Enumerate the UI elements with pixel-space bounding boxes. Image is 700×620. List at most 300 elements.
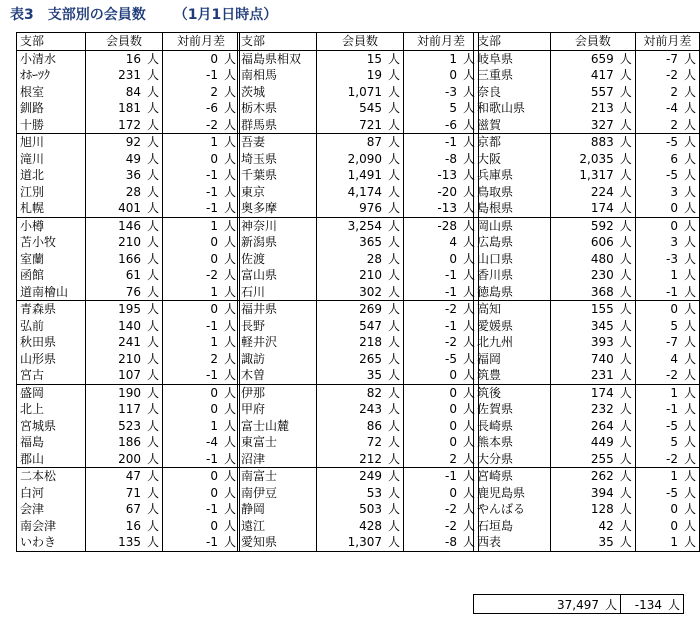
month-diff: 0 人 [163,301,240,318]
month-diff: -5 人 [635,485,699,502]
table-row [17,534,240,551]
month-diff: -1 人 [163,200,240,217]
title-main: 表3 支部別の会員数 [10,7,146,23]
month-diff: 5 人 [404,100,479,117]
month-diff: 0 人 [404,384,479,401]
month-diff: 2 人 [404,451,479,468]
month-diff: -5 人 [404,351,479,368]
table-row [474,217,700,234]
table-row [474,200,700,217]
month-diff: 0 人 [163,468,240,485]
branch-name: 長崎県 [474,418,551,435]
member-count: 417 人 [551,67,636,84]
member-count: 1,071 人 [317,84,404,101]
month-diff: -28 人 [404,217,479,234]
table-row [474,67,700,84]
month-diff: -2 人 [635,451,699,468]
member-count: 547 人 [317,318,404,335]
member-count: 117 人 [86,401,163,418]
month-diff: -1 人 [163,451,240,468]
header-diff: 対前月差 [635,33,699,51]
month-diff: -4 人 [163,434,240,451]
month-diff: 0 人 [635,518,699,535]
member-count: 210 人 [86,234,163,251]
table-row [474,418,700,435]
member-count: 210 人 [317,267,404,284]
branch-name: 奈良 [474,84,551,101]
table-row [238,117,479,134]
title-date: （1月1日時点） [173,7,278,23]
month-diff: -1 人 [163,167,240,184]
month-diff: 0 人 [404,367,479,384]
member-count: 1,317 人 [551,167,636,184]
branch-name: 南伊豆 [238,485,317,502]
branch-name: 愛媛県 [474,318,551,335]
table-row [474,334,700,351]
table-row [238,184,479,201]
header-branch: 支部 [17,33,86,51]
member-count: 67 人 [86,501,163,518]
table-row [17,267,240,284]
table-row [238,468,479,485]
branch-name: 鹿児島県 [474,485,551,502]
branch-name: 茨城 [238,84,317,101]
table-row [474,117,700,134]
branch-table-1 [16,32,240,552]
month-diff: -7 人 [635,50,699,67]
member-count: 606 人 [551,234,636,251]
month-diff: -5 人 [635,167,699,184]
branch-name: 石垣島 [474,518,551,535]
table-row [17,334,240,351]
member-count: 545 人 [317,100,404,117]
branch-name: 会津 [17,501,86,518]
member-count: 394 人 [551,485,636,502]
table-row [17,384,240,401]
table-row [17,200,240,217]
table-row [474,367,700,384]
member-count: 72 人 [317,434,404,451]
branch-name: 福島 [17,434,86,451]
table-row [474,518,700,535]
member-count: 61 人 [86,267,163,284]
month-diff: -4 人 [635,100,699,117]
branch-table-3 [473,32,700,552]
branch-name: 東富士 [238,434,317,451]
branch-name: 札幌 [17,200,86,217]
month-diff: 0 人 [163,401,240,418]
table-row [17,318,240,335]
table-row [238,401,479,418]
table-row [17,134,240,151]
member-count: 82 人 [317,384,404,401]
member-count: 212 人 [317,451,404,468]
table-row [238,451,479,468]
member-count: 42 人 [551,518,636,535]
month-diff: 1 人 [163,217,240,234]
month-diff: 0 人 [635,501,699,518]
month-diff: -5 人 [635,134,699,151]
branch-name: 道南檜山 [17,284,86,301]
month-diff: -5 人 [635,418,699,435]
month-diff: 3 人 [635,184,699,201]
month-diff: 1 人 [635,384,699,401]
branch-name: 南富士 [238,468,317,485]
member-count: 190 人 [86,384,163,401]
member-count: 243 人 [317,401,404,418]
branch-name: 岐阜県 [474,50,551,67]
member-count: 28 人 [317,251,404,268]
branch-name: 群馬県 [238,117,317,134]
month-diff: -1 人 [163,318,240,335]
member-count: 186 人 [86,434,163,451]
branch-name: 佐渡 [238,251,317,268]
branch-name: 京都 [474,134,551,151]
branch-name: 函館 [17,267,86,284]
member-count: 230 人 [551,267,636,284]
member-count: 2,090 人 [317,151,404,168]
table-row [474,100,700,117]
table-row [474,151,700,168]
month-diff: 0 人 [163,518,240,535]
branch-name: 盛岡 [17,384,86,401]
table-row [474,167,700,184]
table-row [238,84,479,101]
table-row [17,301,240,318]
month-diff: -1 人 [163,67,240,84]
month-diff: -2 人 [635,367,699,384]
member-count: 16 人 [86,518,163,535]
branch-name: 伊那 [238,384,317,401]
branch-name: 郡山 [17,451,86,468]
month-diff: 2 人 [635,84,699,101]
total-row [473,594,684,614]
month-diff: 5 人 [635,318,699,335]
branch-name: 甲府 [238,401,317,418]
month-diff: -2 人 [404,518,479,535]
member-count: 523 人 [86,418,163,435]
branch-name: 宮古 [17,367,86,384]
table-row [238,234,479,251]
month-diff: 3 人 [635,234,699,251]
month-diff: 0 人 [163,151,240,168]
branch-name: 神奈川 [238,217,317,234]
member-count: 4,174 人 [317,184,404,201]
member-count: 249 人 [317,468,404,485]
table-row [17,184,240,201]
branch-name: 東京 [238,184,317,201]
branch-name: 千葉県 [238,167,317,184]
member-count: 128 人 [551,501,636,518]
table-row [238,318,479,335]
member-count: 84 人 [86,84,163,101]
table-row [474,251,700,268]
table-row [17,418,240,435]
month-diff: -1 人 [404,134,479,151]
table-row [474,318,700,335]
branch-name: 西表 [474,534,551,551]
month-diff: -13 人 [404,200,479,217]
branch-name: 宮崎県 [474,468,551,485]
table-row [17,117,240,134]
table-row [238,351,479,368]
table-row [238,151,479,168]
month-diff: 0 人 [163,485,240,502]
member-count: 557 人 [551,84,636,101]
branch-name: 南会津 [17,518,86,535]
total-members: 37,497 人 [474,595,621,614]
branch-name: 室蘭 [17,251,86,268]
branch-name: 富士山麓 [238,418,317,435]
branch-name: 埼玉県 [238,151,317,168]
branch-name: 根室 [17,84,86,101]
member-count: 2,035 人 [551,151,636,168]
member-count: 345 人 [551,318,636,335]
table-row [17,234,240,251]
table-row [238,67,479,84]
member-count: 35 人 [551,534,636,551]
member-count: 480 人 [551,251,636,268]
month-diff: -2 人 [404,301,479,318]
branch-name: 広島県 [474,234,551,251]
branch-name: やんばる [474,501,551,518]
month-diff: 1 人 [635,267,699,284]
table-row [17,468,240,485]
table-row [238,501,479,518]
member-count: 135 人 [86,534,163,551]
branch-name: 新潟県 [238,234,317,251]
branch-name: 白河 [17,485,86,502]
table-row [17,217,240,234]
branch-name: 秋田県 [17,334,86,351]
month-diff: -1 人 [163,534,240,551]
table-row [474,501,700,518]
month-diff: -2 人 [635,67,699,84]
member-count: 174 人 [551,384,636,401]
branch-name: 福井県 [238,301,317,318]
month-diff: 0 人 [404,485,479,502]
table-row [238,418,479,435]
member-count: 1,307 人 [317,534,404,551]
branch-name: 吾妻 [238,134,317,151]
table-row [17,518,240,535]
table-row [474,267,700,284]
table-row [474,184,700,201]
month-diff: -1 人 [404,468,479,485]
month-diff: 0 人 [404,67,479,84]
header-branch: 支部 [238,33,317,51]
month-diff: -1 人 [163,184,240,201]
branch-name: 北九州 [474,334,551,351]
branch-name: 筑豊 [474,367,551,384]
branch-name: 滋賀 [474,117,551,134]
member-count: 255 人 [551,451,636,468]
member-count: 86 人 [317,418,404,435]
branch-name: 諏訪 [238,351,317,368]
branch-name: 青森県 [17,301,86,318]
member-count: 210 人 [86,351,163,368]
branch-name: 大分県 [474,451,551,468]
member-count: 195 人 [86,301,163,318]
table-row [17,84,240,101]
member-count: 47 人 [86,468,163,485]
member-count: 365 人 [317,234,404,251]
month-diff: 4 人 [404,234,479,251]
month-diff: -1 人 [404,318,479,335]
member-count: 264 人 [551,418,636,435]
member-count: 28 人 [86,184,163,201]
month-diff: 1 人 [404,50,479,67]
header-members: 会員数 [551,33,636,51]
table-row [238,284,479,301]
table-row [474,134,700,151]
month-diff: -1 人 [404,284,479,301]
member-count: 740 人 [551,351,636,368]
branch-name: 島根県 [474,200,551,217]
table-row [238,334,479,351]
member-count: 174 人 [551,200,636,217]
month-diff: 0 人 [404,418,479,435]
member-count: 87 人 [317,134,404,151]
month-diff: 6 人 [635,151,699,168]
table-row [238,251,479,268]
branch-name: 佐賀県 [474,401,551,418]
member-count: 327 人 [551,117,636,134]
header-diff: 対前月差 [404,33,479,51]
month-diff: 1 人 [635,534,699,551]
table-title [10,4,305,24]
member-count: 16 人 [86,50,163,67]
branch-name: 高知 [474,301,551,318]
member-count: 883 人 [551,134,636,151]
table-row [238,384,479,401]
month-diff: -2 人 [163,267,240,284]
month-diff: 1 人 [163,334,240,351]
table-row [238,217,479,234]
member-count: 146 人 [86,217,163,234]
month-diff: 0 人 [404,434,479,451]
month-diff: 2 人 [163,351,240,368]
branch-name: 徳島県 [474,284,551,301]
table-row [238,518,479,535]
member-count: 3,254 人 [317,217,404,234]
member-count: 181 人 [86,100,163,117]
month-diff: -8 人 [404,151,479,168]
member-count: 428 人 [317,518,404,535]
month-diff: -13 人 [404,167,479,184]
month-diff: -1 人 [635,401,699,418]
branch-name: 遠江 [238,518,317,535]
table-row [17,451,240,468]
member-count: 92 人 [86,134,163,151]
branch-name: 静岡 [238,501,317,518]
member-count: 449 人 [551,434,636,451]
month-diff: 0 人 [163,50,240,67]
branch-name: 道北 [17,167,86,184]
member-count: 231 人 [551,367,636,384]
branch-name: 苫小牧 [17,234,86,251]
member-count: 224 人 [551,184,636,201]
table-row [17,501,240,518]
member-count: 71 人 [86,485,163,502]
branch-name: 大阪 [474,151,551,168]
member-count: 269 人 [317,301,404,318]
member-count: 503 人 [317,501,404,518]
total-diff: -134 人 [621,595,684,614]
branch-name: 岡山県 [474,217,551,234]
table-row [17,351,240,368]
member-count: 976 人 [317,200,404,217]
month-diff: -2 人 [404,501,479,518]
table-row [474,384,700,401]
branch-name: 小樽 [17,217,86,234]
month-diff: -1 人 [404,267,479,284]
table-row [238,301,479,318]
member-count: 172 人 [86,117,163,134]
table-row [474,50,700,67]
branch-name: 熊本県 [474,434,551,451]
table-row [238,534,479,551]
month-diff: -20 人 [404,184,479,201]
month-diff: 0 人 [163,234,240,251]
branch-name: 栃木県 [238,100,317,117]
month-diff: -1 人 [635,284,699,301]
member-count: 1,491 人 [317,167,404,184]
member-count: 241 人 [86,334,163,351]
branch-name: 軽井沢 [238,334,317,351]
member-count: 107 人 [86,367,163,384]
member-count: 166 人 [86,251,163,268]
branch-name: 香川県 [474,267,551,284]
month-diff: -6 人 [163,100,240,117]
branch-name: いわき [17,534,86,551]
month-diff: -1 人 [163,501,240,518]
table-row [474,234,700,251]
branch-name: 木曽 [238,367,317,384]
table-row [17,367,240,384]
branch-name: 福岡 [474,351,551,368]
member-count: 659 人 [551,50,636,67]
table-row [474,434,700,451]
month-diff: 1 人 [163,134,240,151]
table-row [17,284,240,301]
month-diff: -2 人 [163,117,240,134]
month-diff: 1 人 [163,418,240,435]
table-row [474,401,700,418]
header-members: 会員数 [86,33,163,51]
month-diff: 4 人 [635,351,699,368]
header-diff: 対前月差 [163,33,240,51]
table-row [238,50,479,67]
branch-name: 弘前 [17,318,86,335]
table-row [238,200,479,217]
member-count: 302 人 [317,284,404,301]
month-diff: 0 人 [404,401,479,418]
header-row [474,33,700,51]
table-row [474,84,700,101]
table-row [238,367,479,384]
table-row [17,485,240,502]
member-count: 401 人 [86,200,163,217]
branch-name: 江別 [17,184,86,201]
month-diff: 0 人 [404,251,479,268]
table-row [17,50,240,67]
branch-name: 奥多摩 [238,200,317,217]
table-row [17,100,240,117]
branch-name: 小清水 [17,50,86,67]
member-count: 35 人 [317,367,404,384]
table-row [238,485,479,502]
